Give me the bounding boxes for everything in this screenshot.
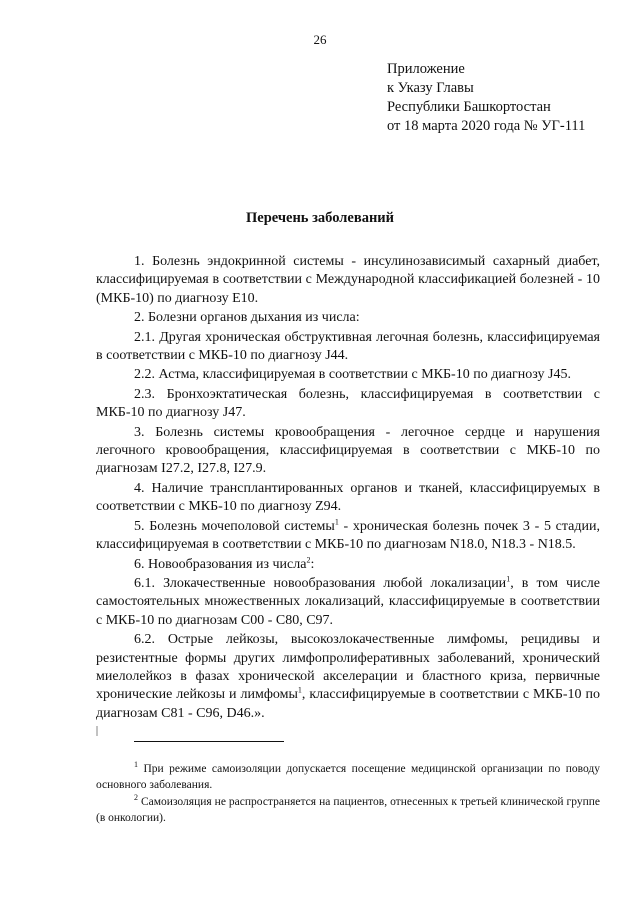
margin-mark [96,726,98,736]
footnote-mark: 1 [134,760,138,770]
footnote-ref: 1 [506,574,511,584]
list-item: 2.3. Бронхоэктатическая болезнь, классифицируемая в соответствии с МКБ-10 по диагнозу J47. [96,386,600,421]
list-item: 2.2. Астма, классифицируемая в соответствии с МКБ-10 по диагнозу J45. [134,367,571,383]
annex-line: Приложение [387,61,465,77]
footnote-ref: 1 [297,685,302,695]
footnote-ref: 1 [334,517,339,527]
list-item: 1. Болезнь эндокринной системы - инсулинозависимый сахарный диабет, классифицируемая в соответствии с Международной классификацией болезней - 10 (МКБ-10) по диагнозу Е10. [96,254,600,306]
document-title: Перечень заболеваний [245,210,395,226]
disease-list [96,253,600,723]
list-item: 6.2. Острые лейкозы, высокозлокачественные лимфомы, рецидивы и резистентные формы других лимфопролиферативных заболеваний, хронический миелолейкоз в фазах хронической акселерации и бластного криза, первичные хронические лейкозы и лимфомы$^1$, классифицируемые в соответствии с МКБ-10 по диагнозам С81 - С96, D46.». [96,632,600,721]
footnote: $^1$ При режиме самоизоляции допускается посещение медицинской организации по поводу основного заболевания. [96,760,600,791]
list-item: 3. Болезнь системы кровообращения - легочное сердце и нарушения легочного кровообращения, классифицируемая в соответствии с МКБ-10 по диагнозам I27.2, I27.8, I27.9. [96,424,600,477]
footnote-mark: 2 [134,793,138,803]
list-item: 2.1. Другая хроническая обструктивная легочная болезнь, классифицируемая в соответствии с МКБ-10 по диагнозу J44. [96,329,600,364]
footnote-divider [134,741,284,742]
list-item: 5. Болезнь мочеполовой системы$^1$ - хроническая болезнь почек 3 - 5 стадии, классифицируемая в соответствии с МКБ-10 по диагнозам N18.0, N18.3 - N18.5. [96,517,601,553]
page-number: 26 [313,32,327,47]
annex-header [387,60,585,136]
annex-line: от 18 марта 2020 года № УГ-111 [387,118,586,134]
list-item: 6. Новообразования из числа$^2$: [134,554,315,572]
list-item: 4. Наличие трансплантированных органов и тканей, классифицируемых в соответствии с МКБ-10 по диагнозу Z94. [96,480,600,515]
list-item: 6.1. Злокачественные новообразования любой локализации$^1$, в том числе самостоятельных множественных локализаций, классифицируемые в соответствии с МКБ-10 по диагнозам С00 - С80, С97. [96,574,600,628]
footnotes [96,762,600,826]
footnote-ref: 2 [306,554,311,564]
annex-line: Республики Башкортостан [387,99,551,115]
list-item: 2. Болезни органов дыхания из числа: [134,310,360,326]
footnote: $^2$ Самоизоляция не распространяется на пациентов, отнесенных к третьей клинической группе (в онкологии). [96,793,600,824]
annex-line: к Указу Главы [387,80,474,96]
